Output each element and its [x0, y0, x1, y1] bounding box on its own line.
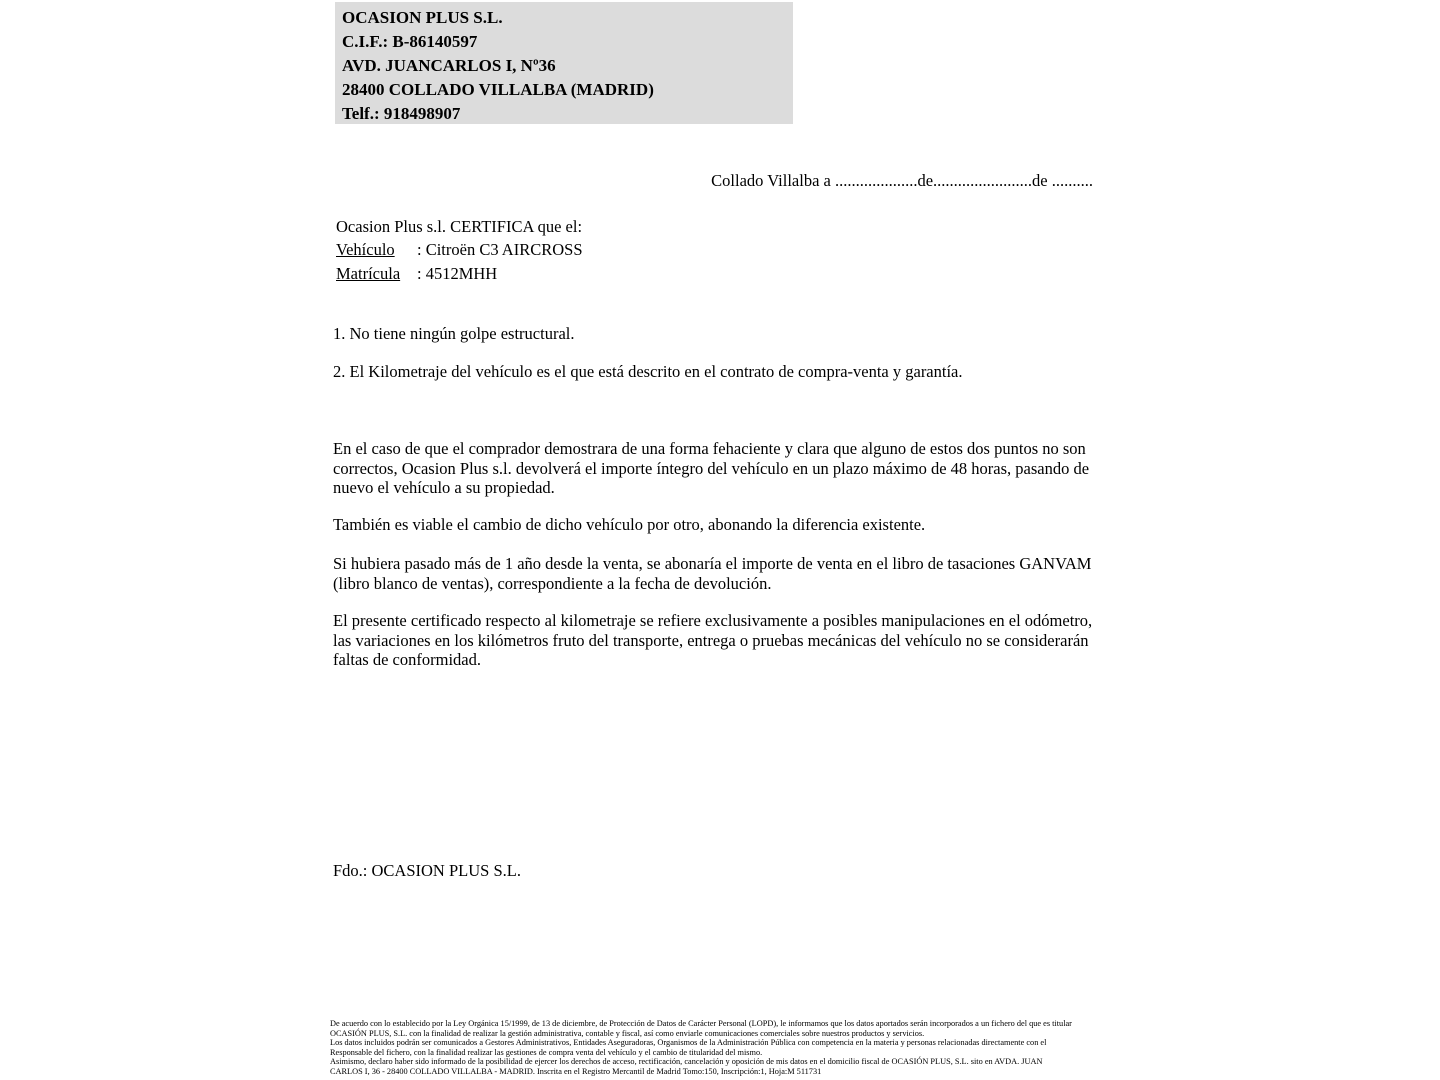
- fine-print-line: Responsable del fichero, con la finalidad realizar las gestiones de compra venta del vehículo y el cambio de titularidad del mismo.: [330, 1047, 763, 1057]
- signature-line: Fdo.: OCASION PLUS S.L.: [333, 861, 521, 880]
- paragraph-refund-policy: En el caso de que el comprador demostrara de una forma fehaciente y clara que alguno de estos dos puntos no son correctos, Ocasion Plus s.l. devolverá el importe íntegro del vehículo en un plazo máximo de 48 horas, pasando de nuevo el vehículo a su propiedad.: [333, 439, 1090, 497]
- plate-line: [336, 262, 583, 285]
- vehicle-label: Vehículo: [336, 240, 395, 260]
- company-header-box: [335, 2, 793, 124]
- point-2: 2. El Kilometraje del vehículo es el que está descrito en el contrato de compra-venta y garantía.: [333, 362, 963, 381]
- company-cif: C.I.F.: B-86140597: [342, 32, 478, 51]
- legal-fine-print: [330, 1019, 1130, 1076]
- certification-block: [336, 215, 583, 285]
- paragraph-ganvam: Si hubiera pasado más de 1 año desde la venta, se abonaría el importe de venta en el libro de tasaciones GANVAM (libro blanco de ventas), correspondiente a la fecha de devolución.: [333, 554, 1092, 593]
- certification-intro: Ocasion Plus s.l. CERTIFICA que el:: [336, 217, 583, 236]
- fine-print-line: Asimismo, declaro haber sido informado de la posibilidad de ejercer los derechos de acceso, rectificación, cancelación y oposición de mis datos en el domicilio fiscal de OCASIÓN PLUS, S.L. sito en AVDA. JUAN: [330, 1057, 1043, 1067]
- paragraph-exchange: También es viable el cambio de dicho vehículo por otro, abonando la diferencia existente.: [333, 515, 926, 534]
- date-line: Collado Villalba a ....................de........................de ..........: [711, 171, 1093, 190]
- fine-print-line: Los datos incluidos podrán ser comunicados a Gestores Administrativos, Entidades Aseguradoras, Organismos de la Administración Pública con competencia en la materia y personas relacionadas directamente con el: [330, 1038, 1047, 1048]
- company-address: AVD. JUANCARLOS I, Nº36: [342, 56, 556, 75]
- paragraph-odometer: El presente certificado respecto al kilometraje se refiere exclusivamente a posibles manipulaciones en el odómetro, las variaciones en los kilómetros fruto del transporte, entrega o pruebas mecánicas del vehículo no se considerarán faltas de conformidad.: [333, 611, 1093, 669]
- point-1: 1. No tiene ningún golpe estructural.: [333, 324, 575, 343]
- company-city: 28400 COLLADO VILLALBA (MADRID): [342, 80, 654, 99]
- plate-value: : 4512MHH: [417, 263, 498, 283]
- company-phone: Telf.: 918498907: [342, 104, 461, 123]
- fine-print-line: CARLOS I, 36 - 28400 COLLADO VILLALBA - MADRID. Inscrita en el Registro Mercantil de Madrid Tomo:150, Inscripción:1, Hoja:M 511731: [330, 1066, 822, 1076]
- fine-print-line: OCASIÓN PLUS, S.L. con la finalidad de realizar la gestión administrativa, contable y fiscal, así como enviarle comunicaciones comerciales sobre nuestros productos y servicios.: [330, 1028, 925, 1038]
- plate-label: Matrícula: [336, 263, 401, 283]
- vehicle-value: : Citroën C3 AIRCROSS: [417, 240, 583, 260]
- fine-print-line: De acuerdo con lo establecido por la Ley Orgánica 15/1999, de 13 de diciembre, de Protección de Datos de Carácter Personal (LOPD), le informamos que los datos aportados serán incorporados a un fichero del que es titular: [330, 1019, 1072, 1028]
- company-name: OCASION PLUS S.L.: [342, 8, 503, 27]
- vehicle-line: [336, 238, 583, 261]
